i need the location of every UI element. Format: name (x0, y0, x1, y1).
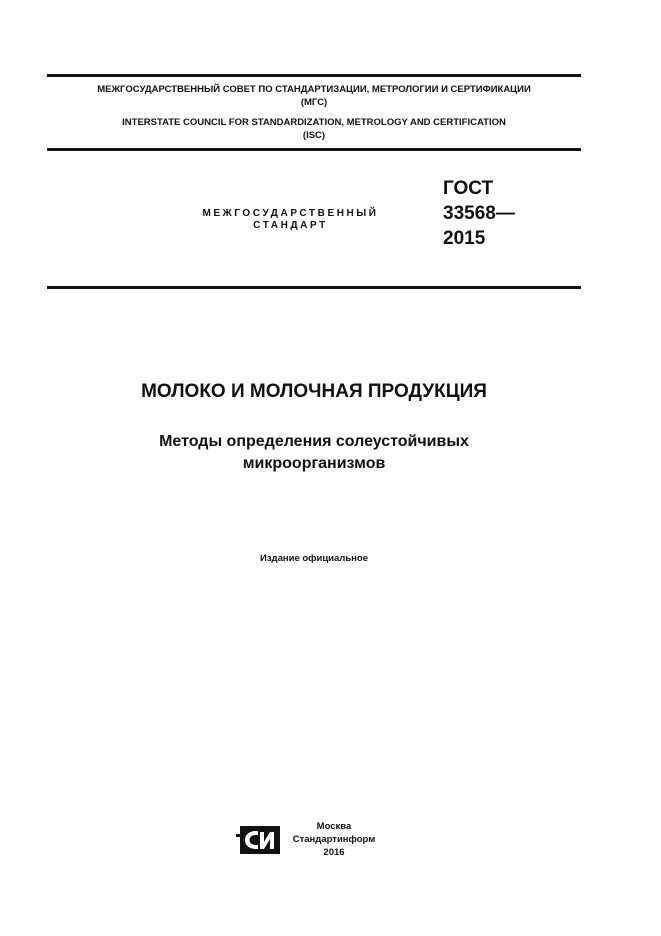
publisher-year: 2016 (323, 847, 345, 858)
gost-number: 33568— (443, 203, 515, 224)
standartinform-logo-icon (236, 823, 282, 857)
document-subtitle-line1: Методы определения солеустойчивых (159, 433, 469, 450)
council-en-line2: (ISC) (302, 130, 326, 141)
publisher-name: Стандартинформ (292, 834, 376, 845)
document-title: МОЛОКО И МОЛОЧНАЯ ПРОДУКЦИЯ (141, 381, 487, 402)
top-rule (47, 74, 581, 77)
publisher-city: Москва (316, 821, 352, 832)
gost-year: 2015 (443, 228, 486, 249)
gost-label: ГОСТ (443, 178, 494, 199)
edition-note: Издание официальное (260, 553, 368, 564)
council-en-line1: INTERSTATE COUNCIL FOR STANDARDIZATION, METROLOGY AND CERTIFICATION (122, 117, 506, 128)
document-subtitle-line2: микроорганизмов (242, 455, 386, 472)
council-ru-line2: (МГС) (300, 97, 328, 108)
standard-type-line1: МЕЖГОСУДАРСТВЕННЫЙ (202, 208, 379, 219)
header-bottom-rule (47, 148, 581, 151)
council-ru-line1: МЕЖГОСУДАРСТВЕННЫЙ СОВЕТ ПО СТАНДАРТИЗАЦИИ, МЕТРОЛОГИИ И СЕРТИФИКАЦИИ (97, 84, 531, 95)
standard-type-line2: СТАНДАРТ (253, 220, 328, 231)
standard-bottom-rule (47, 286, 581, 289)
